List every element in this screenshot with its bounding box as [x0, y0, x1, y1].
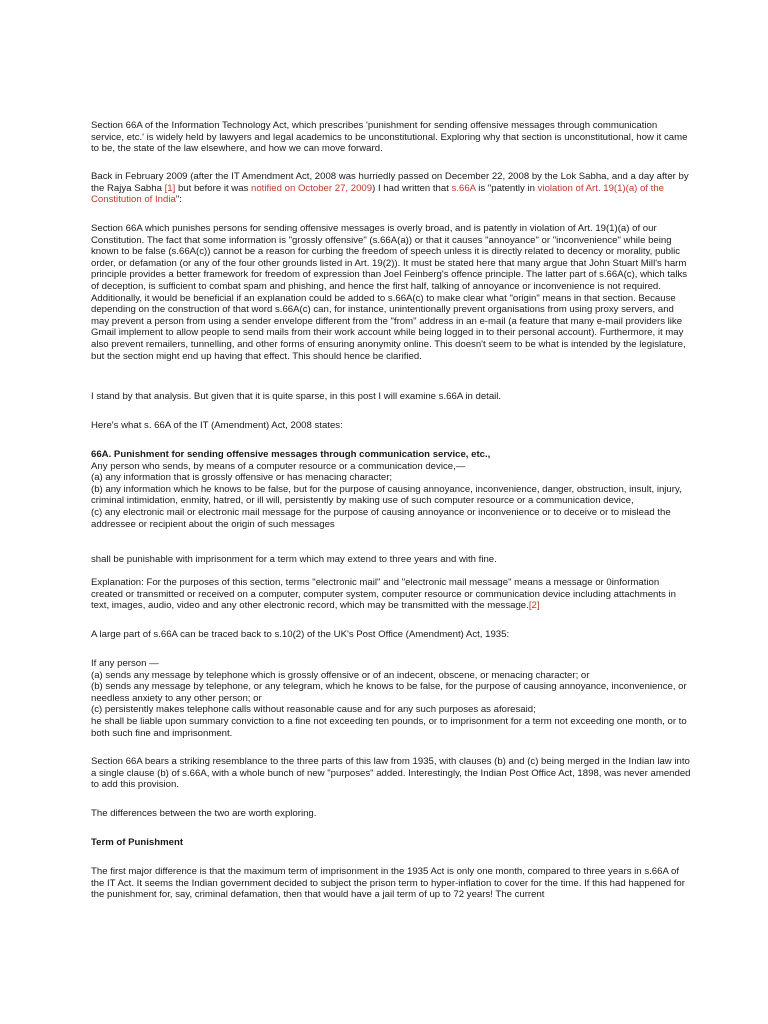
statute-clause-b: (b) any information which he knows to be false, but for the purpose of causing annoyance, inconvenience, danger, obstruction, insult, injury, criminal intimidation, enmity, hatred, or ill will, persistently by making use of such computer resource or a communication device, — [91, 483, 682, 507]
statute-text — [91, 449, 691, 530]
explanation-paragraph: Explanation: For the purposes of this section, terms "electronic mail" and "electronic mail message" means a message or 0information created or transmitted or received on a computer, computer system, computer resource or communication device including attachments in text, images, audio, video and any other electronic record, which may be transmitted with the message.[2] — [91, 577, 676, 612]
article-19-link[interactable]: violation of Art. 19(1)(a) of the Constitution of India — [91, 182, 665, 206]
uk-law-tail: he shall be liable upon summary conviction to a fine not exceeding ten pounds, or to imprisonment for a term not exceeding one month, or to both such fine and imprisonment. — [91, 715, 687, 739]
punishment-paragraph: shall be punishable with imprisonment for a term which may extend to three years and with fine. — [91, 554, 497, 565]
uk-law-text — [91, 658, 691, 739]
resemblance-paragraph: Section 66A bears a striking resemblance to the three parts of this law from 1935, with clauses (b) and (c) being merged in the Indian law into a single clause (b) of s.66A, with a whole bunch of new "purposes" added. Interestingly, the Indian Post Office Act, 1898, was never amended to add this provision. — [91, 756, 691, 791]
statute-clause-a: (a) any information that is grossly offensive or has menacing character; — [91, 472, 393, 484]
notified-link[interactable]: notified on October 27, 2009 — [251, 182, 373, 194]
differences-paragraph: The differences between the two are worth exploring. — [91, 808, 317, 819]
statute-clause-c: (c) any electronic mail or electronic mail message for the purpose of causing annoyance or inconvenience or to deceive or to mislead the addressee or recipient about the origin of such messages — [91, 506, 671, 530]
uk-law-clause-b: (b) sends any message by telephone, or any telegram, which he knows to be false, for the purpose of causing annoyance, inconvenience, or needless anxiety to any other person; or — [91, 681, 687, 704]
uk-law-intro: If any person — — [91, 658, 159, 669]
stand-by-paragraph: I stand by that analysis. But given that it is quite sparse, in this post I will examine s.66A in detail. — [91, 391, 502, 402]
intro-paragraph: Section 66A of the Information Technology Act, which prescribes 'punishment for sending offensive messages through communication service, etc.' is widely held by lawyers and legal academics to be unconstitutional. Exploring why that section is unconstitutional, how it came to be, the state of the law elsewhere, and how we can move forward. — [91, 120, 688, 155]
quoted-analysis-paragraph: Section 66A which punishes persons for sending offensive messages is overly broad, and is patently in violation of Art. 19(1)(a) of our Constitution. The fact that some information is "grossly offensive" (s.66A(a)) or that it causes "annoyance" or "inconvenience" while being known to be false (s.66A(c)) cannot be a reason for curbing the freedom of speech unless it is directly related to decency or morality, public order, or defamation (or any of the four other grounds listed in Art. 19(2)). It must be stated here that many argue that John Stuart Mill's harm principle provides a better framework for freedom of expression than Joel Feinberg's offence principle. The latter part of s.66A(c), which talks of deception, is sufficient to combat spam and phishing, and hence the first half, talking of annoyance or inconvenience is not required. Additionally, it would be beneficial if an explanation could be added to s.66A(c) to make clear what "origin" means in that section. Because depending on the construction of that word s.66A(c) can, for instance, unintentionally prevent organisations from using proxy servers, and may prevent a person from using a sender envelope different from the "from" address in an e-mail (a feature that many e-mail providers like Gmail implement to allow people to send mails from their work account while being logged in to their personal account). Furthermore, it may also prevent remailers, tunnelling, and other forms of ensuring anonymity online. This doesn't seem to be what is intended by the legislature, but the section might end up having that effect. This should hence be clarified. — [91, 223, 688, 362]
term-of-punishment-heading: Term of Punishment — [91, 837, 184, 848]
history-paragraph: Back in February 2009 (after the IT Amendment Act, 2008 was hurriedly passed on December 22, 2008 by the Lok Sabha, and a day after by the Rajya Sabha [1] but before it was notified on October 27, 2009) I had written that s.66A is "patently in violation of Art. 19(1)(a) of the Constitution of India": — [91, 171, 689, 206]
uk-law-clause-c: (c) persistently makes telephone calls without reasonable cause and for any such purposes as aforesaid; — [91, 704, 536, 716]
uk-act-paragraph: A large part of s.66A can be traced back to s.10(2) of the UK's Post Office (Amendment) Act, 1935: — [91, 629, 510, 640]
statute-intro: Any person who sends, by means of a computer resource or a communication device,— — [91, 460, 466, 472]
footnote-ref-1[interactable]: [1] — [164, 182, 176, 194]
heres-what-paragraph: Here's what s. 66A of the IT (Amendment) Act, 2008 states: — [91, 420, 343, 431]
footnote-ref-2[interactable]: [2] — [528, 600, 540, 612]
uk-law-clause-a: (a) sends any message by telephone which is grossly offensive or of an indecent, obscene, or menacing character; or — [91, 669, 590, 681]
s66a-link[interactable]: s.66A — [451, 182, 476, 194]
first-difference-paragraph: The first major difference is that the maximum term of imprisonment in the 1935 Act is only one month, compared to three years in s.66A of the IT Act. It seems the Indian government decided to subject the prison term to hyper-inflation to cover for the time. If this had happened for the punishment for, say, criminal defamation, then that would have a jail term of up to 72 years! The current — [91, 866, 685, 901]
statute-heading: 66A. Punishment for sending offensive messages through communication service, etc., — [91, 449, 491, 460]
